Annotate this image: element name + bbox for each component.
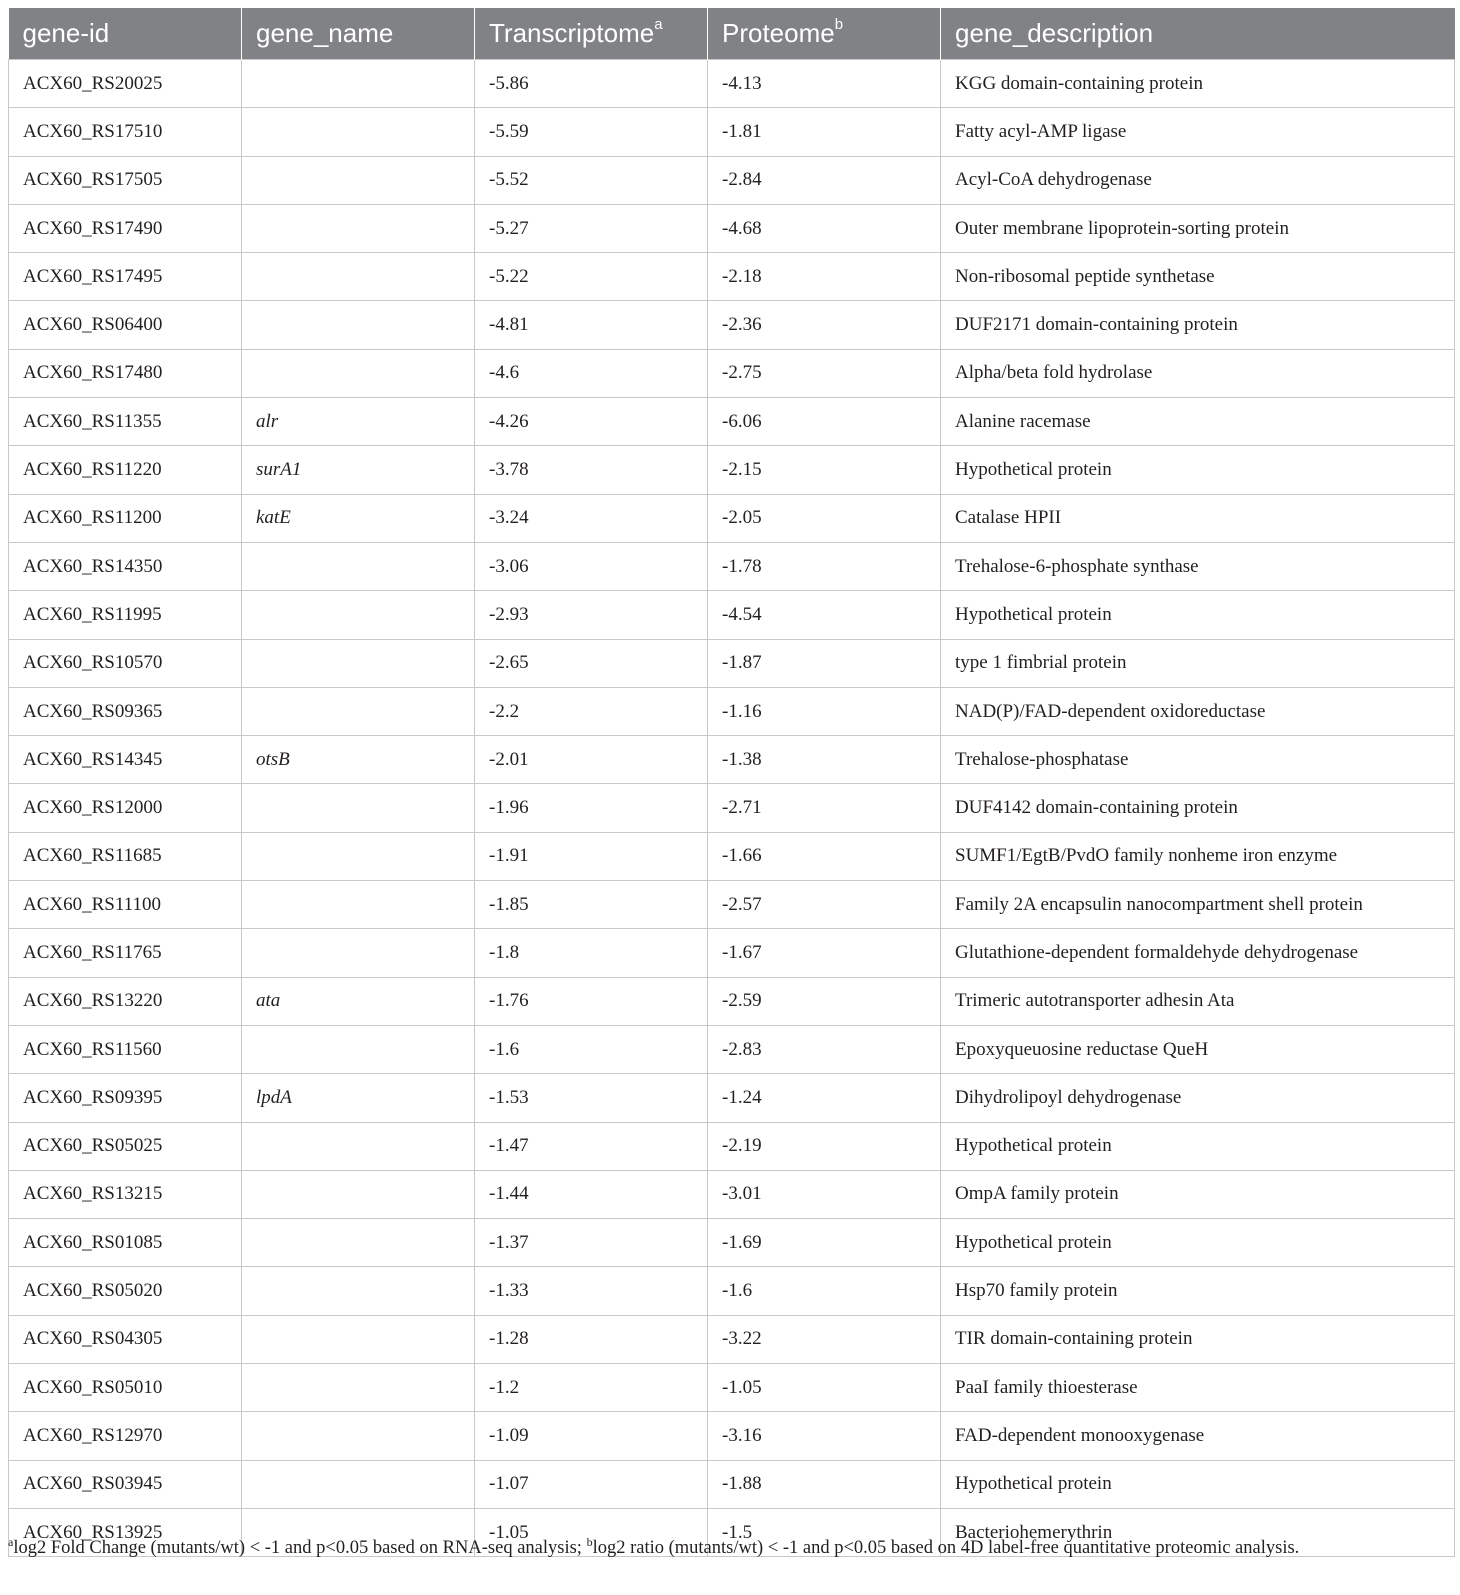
cell-transcriptome: -1.09 <box>475 1412 708 1460</box>
cell-transcriptome: -1.96 <box>475 784 708 832</box>
cell-proteome: -2.75 <box>708 349 941 397</box>
cell-gene-name <box>242 1122 475 1170</box>
table-footnote <box>8 1534 1454 1559</box>
table-row <box>9 542 1455 590</box>
cell-gene-description: Family 2A encapsulin nanocompartment shell protein <box>941 881 1455 929</box>
cell-gene-name <box>242 1364 475 1412</box>
cell-proteome: -4.54 <box>708 591 941 639</box>
cell-transcriptome: -2.01 <box>475 736 708 784</box>
cell-transcriptome: -1.37 <box>475 1219 708 1267</box>
cell-gene-id: ACX60_RS14345 <box>9 736 242 784</box>
cell-gene-name <box>242 204 475 252</box>
footnote-text-a: log2 Fold Change (mutants/wt) < -1 and p<0.05 based on RNA-seq analysis; <box>13 1538 587 1558</box>
cell-gene-id: ACX60_RS03945 <box>9 1460 242 1508</box>
cell-proteome: -2.36 <box>708 301 941 349</box>
cell-gene-id: ACX60_RS11995 <box>9 591 242 639</box>
cell-proteome: -2.18 <box>708 253 941 301</box>
cell-gene-id: ACX60_RS13215 <box>9 1170 242 1218</box>
cell-proteome: -6.06 <box>708 398 941 446</box>
cell-gene-description: Trehalose-phosphatase <box>941 736 1455 784</box>
cell-gene-id: ACX60_RS10570 <box>9 639 242 687</box>
cell-proteome: -3.01 <box>708 1170 941 1218</box>
cell-gene-id: ACX60_RS11765 <box>9 929 242 977</box>
cell-gene-description: TIR domain-containing protein <box>941 1315 1455 1363</box>
cell-gene-id: ACX60_RS17480 <box>9 349 242 397</box>
cell-gene-description: Glutathione-dependent formaldehyde dehydrogenase <box>941 929 1455 977</box>
cell-transcriptome: -1.44 <box>475 1170 708 1218</box>
cell-gene-name <box>242 1460 475 1508</box>
cell-transcriptome: -5.59 <box>475 108 708 156</box>
cell-proteome: -3.22 <box>708 1315 941 1363</box>
cell-gene-description: Hypothetical protein <box>941 1122 1455 1170</box>
table-row <box>9 1219 1455 1267</box>
cell-proteome: -4.13 <box>708 60 941 108</box>
cell-transcriptome: -1.85 <box>475 881 708 929</box>
cell-transcriptome: -2.93 <box>475 591 708 639</box>
cell-gene-description: Trimeric autotransporter adhesin Ata <box>941 977 1455 1025</box>
cell-gene-name <box>242 253 475 301</box>
cell-transcriptome: -5.22 <box>475 253 708 301</box>
footnote-marker-a: a <box>8 1534 14 1549</box>
cell-transcriptome: -3.06 <box>475 542 708 590</box>
cell-gene-name <box>242 156 475 204</box>
cell-proteome: -1.38 <box>708 736 941 784</box>
table-row <box>9 1412 1455 1460</box>
table-row <box>9 1170 1455 1218</box>
cell-transcriptome: -5.27 <box>475 204 708 252</box>
cell-gene-description: Hypothetical protein <box>941 446 1455 494</box>
table-row <box>9 301 1455 349</box>
cell-gene-description: Hsp70 family protein <box>941 1267 1455 1315</box>
header-proteome: Proteome$^b$ <box>708 8 941 60</box>
cell-gene-name: otsB <box>242 736 475 784</box>
cell-transcriptome: -1.6 <box>475 1025 708 1073</box>
cell-gene-description: NAD(P)/FAD-dependent oxidoreductase <box>941 687 1455 735</box>
footnote-text-b: log2 ratio (mutants/wt) < -1 and p<0.05 based on 4D label-free quantitative proteomic analysis. <box>592 1538 1300 1558</box>
cell-gene-id: ACX60_RS17495 <box>9 253 242 301</box>
cell-gene-name <box>242 784 475 832</box>
cell-gene-id: ACX60_RS11100 <box>9 881 242 929</box>
cell-gene-id: ACX60_RS05010 <box>9 1364 242 1412</box>
table-row <box>9 591 1455 639</box>
table-row <box>9 1122 1455 1170</box>
cell-transcriptome: -2.65 <box>475 639 708 687</box>
cell-gene-name <box>242 1170 475 1218</box>
cell-transcriptome: -4.6 <box>475 349 708 397</box>
header-gene-description: gene_description <box>941 8 1455 60</box>
cell-gene-description: PaaI family thioesterase <box>941 1364 1455 1412</box>
cell-gene-id: ACX60_RS12000 <box>9 784 242 832</box>
cell-proteome: -1.66 <box>708 832 941 880</box>
cell-gene-id: ACX60_RS11355 <box>9 398 242 446</box>
cell-gene-id: ACX60_RS06400 <box>9 301 242 349</box>
cell-gene-id: ACX60_RS13220 <box>9 977 242 1025</box>
cell-gene-id: ACX60_RS01085 <box>9 1219 242 1267</box>
table-row <box>9 1364 1455 1412</box>
cell-gene-description: Hypothetical protein <box>941 591 1455 639</box>
table-row <box>9 398 1455 446</box>
cell-gene-name <box>242 929 475 977</box>
cell-gene-id: ACX60_RS13925 <box>9 1508 242 1556</box>
cell-gene-id: ACX60_RS17505 <box>9 156 242 204</box>
cell-gene-id: ACX60_RS17510 <box>9 108 242 156</box>
cell-gene-name: ata <box>242 977 475 1025</box>
table-header-row <box>9 8 1455 60</box>
cell-transcriptome: -1.8 <box>475 929 708 977</box>
cell-gene-name <box>242 639 475 687</box>
table-row <box>9 156 1455 204</box>
cell-gene-name <box>242 881 475 929</box>
table-row <box>9 784 1455 832</box>
cell-gene-description: Epoxyqueuosine reductase QueH <box>941 1025 1455 1073</box>
cell-gene-description: Bacteriohemerythrin <box>941 1508 1455 1556</box>
table-row <box>9 832 1455 880</box>
cell-gene-id: ACX60_RS11220 <box>9 446 242 494</box>
cell-gene-name <box>242 349 475 397</box>
cell-gene-name: surA1 <box>242 446 475 494</box>
cell-transcriptome: -4.81 <box>475 301 708 349</box>
cell-gene-name <box>242 108 475 156</box>
cell-gene-id: ACX60_RS11560 <box>9 1025 242 1073</box>
cell-proteome: -1.16 <box>708 687 941 735</box>
cell-gene-description: SUMF1/EgtB/PvdO family nonheme iron enzyme <box>941 832 1455 880</box>
cell-gene-description: Acyl-CoA dehydrogenase <box>941 156 1455 204</box>
cell-transcriptome: -1.47 <box>475 1122 708 1170</box>
cell-gene-description: Hypothetical protein <box>941 1219 1455 1267</box>
cell-transcriptome: -3.24 <box>475 494 708 542</box>
cell-gene-description: Alpha/beta fold hydrolase <box>941 349 1455 397</box>
cell-gene-description: Trehalose-6-phosphate synthase <box>941 542 1455 590</box>
table-body <box>9 60 1455 1557</box>
table-row <box>9 60 1455 108</box>
footnote-marker-b: b <box>586 1534 593 1549</box>
cell-gene-name: alr <box>242 398 475 446</box>
cell-gene-name <box>242 1412 475 1460</box>
cell-gene-description: Fatty acyl-AMP ligase <box>941 108 1455 156</box>
cell-gene-id: ACX60_RS05025 <box>9 1122 242 1170</box>
table-row <box>9 1315 1455 1363</box>
cell-gene-id: ACX60_RS04305 <box>9 1315 242 1363</box>
header-gene-id: gene-id <box>9 8 242 60</box>
cell-gene-name <box>242 1267 475 1315</box>
table-row <box>9 1460 1455 1508</box>
cell-gene-description: Dihydrolipoyl dehydrogenase <box>941 1074 1455 1122</box>
cell-gene-id: ACX60_RS20025 <box>9 60 242 108</box>
cell-gene-description: OmpA family protein <box>941 1170 1455 1218</box>
cell-gene-name <box>242 1315 475 1363</box>
cell-gene-description: KGG domain-containing protein <box>941 60 1455 108</box>
cell-proteome: -2.84 <box>708 156 941 204</box>
cell-gene-description: DUF2171 domain-containing protein <box>941 301 1455 349</box>
cell-gene-description: FAD-dependent monooxygenase <box>941 1412 1455 1460</box>
cell-proteome: -2.83 <box>708 1025 941 1073</box>
cell-transcriptome: -1.76 <box>475 977 708 1025</box>
table-row <box>9 639 1455 687</box>
cell-proteome: -2.05 <box>708 494 941 542</box>
cell-proteome: -1.5 <box>708 1508 941 1556</box>
cell-gene-description: DUF4142 domain-containing protein <box>941 784 1455 832</box>
cell-gene-name <box>242 1025 475 1073</box>
header-proteome-footnote-marker: b <box>834 16 844 34</box>
cell-transcriptome: -1.2 <box>475 1364 708 1412</box>
cell-gene-description: Non-ribosomal peptide synthetase <box>941 253 1455 301</box>
cell-gene-name: lpdA <box>242 1074 475 1122</box>
cell-gene-name: katE <box>242 494 475 542</box>
cell-gene-name <box>242 591 475 639</box>
cell-gene-id: ACX60_RS09365 <box>9 687 242 735</box>
table-row <box>9 1025 1455 1073</box>
cell-transcriptome: -1.28 <box>475 1315 708 1363</box>
cell-proteome: -1.24 <box>708 1074 941 1122</box>
table-row <box>9 929 1455 977</box>
table-row <box>9 204 1455 252</box>
cell-transcriptome: -1.05 <box>475 1508 708 1556</box>
cell-gene-name <box>242 687 475 735</box>
cell-gene-name <box>242 542 475 590</box>
cell-gene-description: type 1 fimbrial protein <box>941 639 1455 687</box>
cell-gene-description: Catalase HPII <box>941 494 1455 542</box>
cell-transcriptome: -4.26 <box>475 398 708 446</box>
cell-gene-id: ACX60_RS17490 <box>9 204 242 252</box>
cell-gene-id: ACX60_RS11200 <box>9 494 242 542</box>
cell-gene-description: Outer membrane lipoprotein-sorting protein <box>941 204 1455 252</box>
cell-transcriptome: -2.2 <box>475 687 708 735</box>
table-row <box>9 108 1455 156</box>
cell-proteome: -1.87 <box>708 639 941 687</box>
cell-gene-description: Hypothetical protein <box>941 1460 1455 1508</box>
cell-gene-description: Alanine racemase <box>941 398 1455 446</box>
cell-transcriptome: -1.07 <box>475 1460 708 1508</box>
cell-gene-id: ACX60_RS09395 <box>9 1074 242 1122</box>
cell-transcriptome: -1.33 <box>475 1267 708 1315</box>
cell-proteome: -2.59 <box>708 977 941 1025</box>
cell-proteome: -1.78 <box>708 542 941 590</box>
table-row <box>9 977 1455 1025</box>
cell-proteome: -2.57 <box>708 881 941 929</box>
table-row <box>9 1267 1455 1315</box>
cell-proteome: -1.88 <box>708 1460 941 1508</box>
cell-gene-id: ACX60_RS05020 <box>9 1267 242 1315</box>
header-transcriptome-footnote-marker: a <box>654 16 663 34</box>
header-transcriptome: Transcriptome$^a$ <box>475 8 708 60</box>
cell-gene-id: ACX60_RS14350 <box>9 542 242 590</box>
cell-gene-name <box>242 60 475 108</box>
table-row <box>9 736 1455 784</box>
cell-proteome: -3.16 <box>708 1412 941 1460</box>
cell-gene-id: ACX60_RS11685 <box>9 832 242 880</box>
cell-gene-name <box>242 301 475 349</box>
cell-proteome: -2.71 <box>708 784 941 832</box>
cell-transcriptome: -5.86 <box>475 60 708 108</box>
cell-proteome: -1.81 <box>708 108 941 156</box>
cell-proteome: -2.15 <box>708 446 941 494</box>
cell-proteome: -1.69 <box>708 1219 941 1267</box>
cell-proteome: -1.67 <box>708 929 941 977</box>
table-row <box>9 687 1455 735</box>
header-gene-name: gene_name <box>242 8 475 60</box>
cell-gene-name <box>242 832 475 880</box>
table-row <box>9 494 1455 542</box>
cell-proteome: -2.19 <box>708 1122 941 1170</box>
cell-transcriptome: -5.52 <box>475 156 708 204</box>
gene-expression-table <box>8 8 1455 1557</box>
table-row <box>9 253 1455 301</box>
table-row <box>9 446 1455 494</box>
cell-proteome: -1.6 <box>708 1267 941 1315</box>
cell-transcriptome: -1.91 <box>475 832 708 880</box>
cell-transcriptome: -1.53 <box>475 1074 708 1122</box>
cell-proteome: -1.05 <box>708 1364 941 1412</box>
table-row <box>9 1074 1455 1122</box>
cell-gene-name <box>242 1219 475 1267</box>
table-container <box>8 8 1454 1557</box>
cell-gene-id: ACX60_RS12970 <box>9 1412 242 1460</box>
table-row <box>9 349 1455 397</box>
table-row <box>9 881 1455 929</box>
cell-proteome: -4.68 <box>708 204 941 252</box>
cell-transcriptome: -3.78 <box>475 446 708 494</box>
